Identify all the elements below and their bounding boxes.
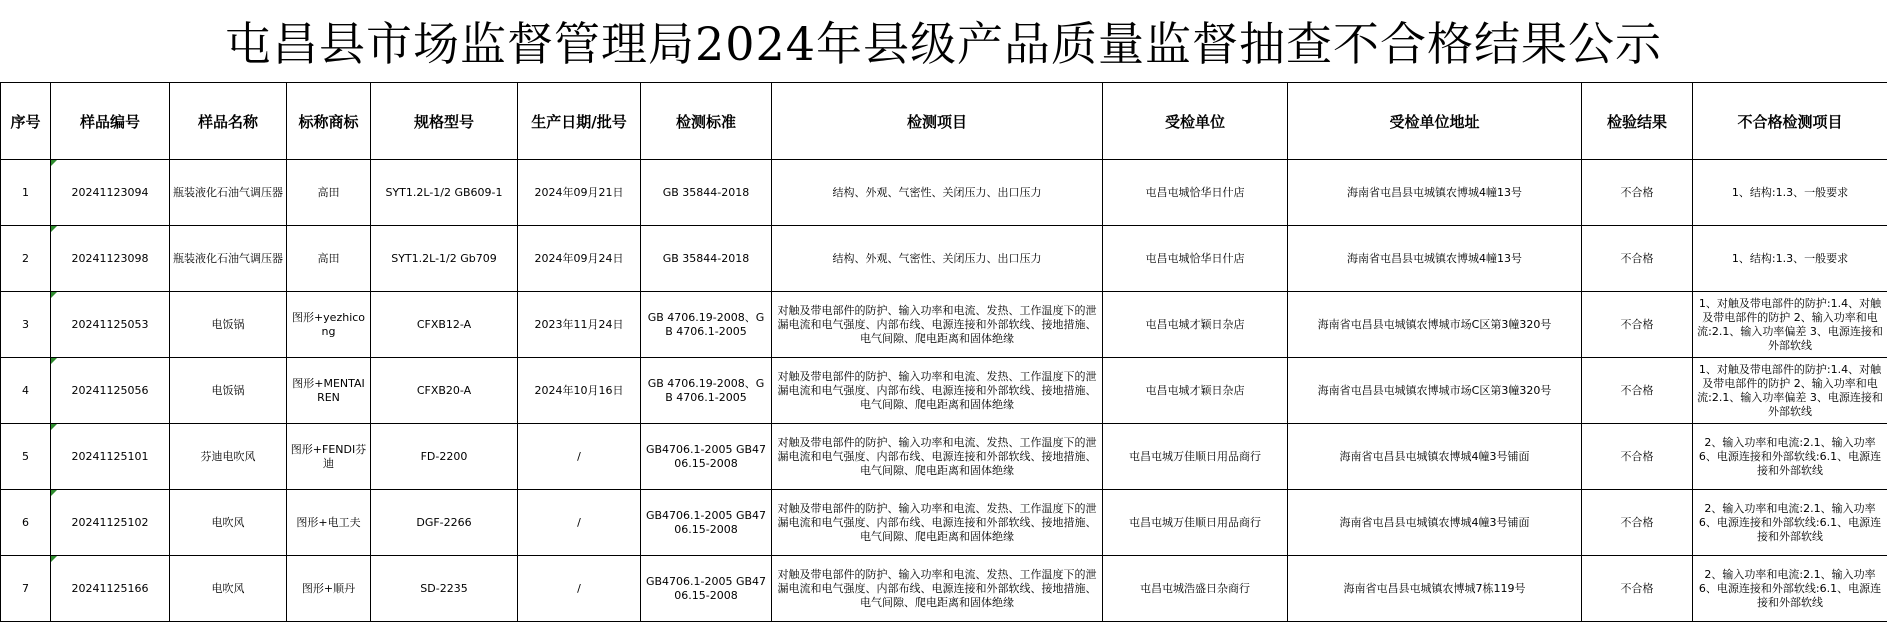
page-title: 屯昌县市场监督管理局2024年县级产品质量监督抽查不合格结果公示 bbox=[224, 17, 1663, 71]
cell-production-date: / bbox=[518, 490, 641, 556]
cell-test-standard: GB4706.1-2005 GB4706.15-2008 bbox=[641, 490, 772, 556]
cell-failed-items bbox=[1693, 490, 1887, 556]
failed-items-text: 2、输入功率和电流:2.1、输入功率6、电源连接和外部软线:6.1、电源连接和外部软线 bbox=[1698, 501, 1882, 543]
cell-model: CFXB12-A bbox=[371, 292, 518, 358]
cell-unit-address: 海南省屯昌县屯城镇农博城市场C区第3幢320号 bbox=[1288, 358, 1582, 424]
cell-result: 不合格 bbox=[1582, 292, 1693, 358]
cell-trademark: 图形+FENDI芬迪 bbox=[287, 424, 371, 490]
cell-result: 不合格 bbox=[1582, 160, 1693, 226]
cell-sample-name: 电吹风 bbox=[170, 490, 287, 556]
cell-trademark: 图形+顺丹 bbox=[287, 556, 371, 622]
cell-unit-address: 海南省屯昌县屯城镇农博城4幢13号 bbox=[1288, 160, 1582, 226]
cell-result: 不合格 bbox=[1582, 424, 1693, 490]
cell-model: DGF-2266 bbox=[371, 490, 518, 556]
cell-sample-id: 20241125053 bbox=[51, 292, 170, 358]
cell-inspected-unit: 屯昌屯城才颖日杂店 bbox=[1103, 292, 1288, 358]
cell-sample-id: 20241125056 bbox=[51, 358, 170, 424]
failed-items-text: 1、对触及带电部件的防护:1.4、对触及带电部件的防护 2、输入功率和电流:2.1、输入功率偏差 3、电源连接和外部软线 bbox=[1697, 296, 1883, 352]
cell-test-standard: GB 4706.19-2008、GB 4706.1-2005 bbox=[641, 292, 772, 358]
col-header-failed-items: 不合格检测项目 bbox=[1693, 83, 1887, 160]
cell-test-standard: GB4706.1-2005 GB4706.15-2008 bbox=[641, 556, 772, 622]
table-row bbox=[1, 292, 1887, 358]
col-header-model: 规格型号 bbox=[371, 83, 518, 160]
cell-test-items: 对触及带电部件的防护、输入功率和电流、发热、工作温度下的泄漏电流和电气强度、内部布线、电源连接和外部软线、接地措施、电气间隙、爬电距离和固体绝缘 bbox=[772, 556, 1103, 622]
cell-failed-items bbox=[1693, 160, 1887, 226]
cell-production-date: / bbox=[518, 424, 641, 490]
cell-model: FD-2200 bbox=[371, 424, 518, 490]
failed-items-text: 1、结构:1.3、一般要求 bbox=[1731, 251, 1849, 265]
cell-unit-address: 海南省屯昌县屯城镇农博城7栋119号 bbox=[1288, 556, 1582, 622]
failed-items-text: 1、对触及带电部件的防护:1.4、对触及带电部件的防护 2、输入功率和电流:2.1、输入功率偏差 3、电源连接和外部软线 bbox=[1697, 362, 1883, 418]
cell-index: 5 bbox=[1, 424, 51, 490]
cell-unit-address: 海南省屯昌县屯城镇农博城4幢3号铺面 bbox=[1288, 424, 1582, 490]
col-header-sample-id: 样品编号 bbox=[51, 83, 170, 160]
cell-model: SYT1.2L-1/2 GB609-1 bbox=[371, 160, 518, 226]
results-table bbox=[0, 82, 1887, 622]
cell-index: 2 bbox=[1, 226, 51, 292]
cell-failed-items bbox=[1693, 556, 1887, 622]
cell-result: 不合格 bbox=[1582, 490, 1693, 556]
cell-production-date: 2023年11月24日 bbox=[518, 292, 641, 358]
cell-inspected-unit: 屯昌屯城浩盛日杂商行 bbox=[1103, 556, 1288, 622]
cell-trademark: 高田 bbox=[287, 160, 371, 226]
cell-production-date: 2024年09月21日 bbox=[518, 160, 641, 226]
cell-test-items: 对触及带电部件的防护、输入功率和电流、发热、工作温度下的泄漏电流和电气强度、内部布线、电源连接和外部软线、接地措施、电气间隙、爬电距离和固体绝缘 bbox=[772, 292, 1103, 358]
cell-sample-name: 芬迪电吹风 bbox=[170, 424, 287, 490]
cell-sample-id: 20241125166 bbox=[51, 556, 170, 622]
cell-inspected-unit: 屯昌屯城万佳顺日用品商行 bbox=[1103, 424, 1288, 490]
col-header-test-standard: 检测标准 bbox=[641, 83, 772, 160]
cell-unit-address: 海南省屯昌县屯城镇农博城4幢13号 bbox=[1288, 226, 1582, 292]
cell-inspected-unit: 屯昌屯城万佳顺日用品商行 bbox=[1103, 490, 1288, 556]
failed-items-text: 2、输入功率和电流:2.1、输入功率6、电源连接和外部软线:6.1、电源连接和外部软线 bbox=[1698, 567, 1882, 609]
cell-test-standard: GB 35844-2018 bbox=[641, 160, 772, 226]
col-header-trademark: 标称商标 bbox=[287, 83, 371, 160]
cell-model: SYT1.2L-1/2 Gb709 bbox=[371, 226, 518, 292]
col-header-inspected-unit: 受检单位 bbox=[1103, 83, 1288, 160]
cell-failed-items bbox=[1693, 358, 1887, 424]
cell-test-standard: GB 4706.19-2008、GB 4706.1-2005 bbox=[641, 358, 772, 424]
cell-trademark: 图形+电工夫 bbox=[287, 490, 371, 556]
cell-sample-id: 20241123094 bbox=[51, 160, 170, 226]
table-row bbox=[1, 226, 1887, 292]
header-row bbox=[1, 83, 1887, 160]
cell-test-items: 结构、外观、气密性、关闭压力、出口压力 bbox=[772, 160, 1103, 226]
cell-sample-name: 电饭锅 bbox=[170, 292, 287, 358]
cell-production-date: / bbox=[518, 556, 641, 622]
cell-failed-items bbox=[1693, 424, 1887, 490]
cell-model: CFXB20-A bbox=[371, 358, 518, 424]
cell-sample-id: 20241125101 bbox=[51, 424, 170, 490]
cell-trademark: 图形+MENTAIREN bbox=[287, 358, 371, 424]
cell-inspected-unit: 屯昌屯城才颖日杂店 bbox=[1103, 358, 1288, 424]
col-header-sample-name: 样品名称 bbox=[170, 83, 287, 160]
cell-test-standard: GB4706.1-2005 GB4706.15-2008 bbox=[641, 424, 772, 490]
table-row bbox=[1, 160, 1887, 226]
failed-items-text: 1、结构:1.3、一般要求 bbox=[1731, 185, 1849, 199]
cell-index: 1 bbox=[1, 160, 51, 226]
cell-test-items: 对触及带电部件的防护、输入功率和电流、发热、工作温度下的泄漏电流和电气强度、内部布线、电源连接和外部软线、接地措施、电气间隙、爬电距离和固体绝缘 bbox=[772, 358, 1103, 424]
cell-test-items: 结构、外观、气密性、关闭压力、出口压力 bbox=[772, 226, 1103, 292]
cell-sample-name: 瓶装液化石油气调压器 bbox=[170, 226, 287, 292]
cell-test-items: 对触及带电部件的防护、输入功率和电流、发热、工作温度下的泄漏电流和电气强度、内部布线、电源连接和外部软线、接地措施、电气间隙、爬电距离和固体绝缘 bbox=[772, 424, 1103, 490]
failed-items-text: 2、输入功率和电流:2.1、输入功率6、电源连接和外部软线:6.1、电源连接和外部软线 bbox=[1698, 435, 1882, 477]
cell-sample-name: 瓶装液化石油气调压器 bbox=[170, 160, 287, 226]
cell-failed-items bbox=[1693, 226, 1887, 292]
cell-sample-name: 电吹风 bbox=[170, 556, 287, 622]
cell-sample-name: 电饭锅 bbox=[170, 358, 287, 424]
cell-unit-address: 海南省屯昌县屯城镇农博城4幢3号铺面 bbox=[1288, 490, 1582, 556]
cell-result: 不合格 bbox=[1582, 358, 1693, 424]
cell-production-date: 2024年09月24日 bbox=[518, 226, 641, 292]
cell-result: 不合格 bbox=[1582, 226, 1693, 292]
cell-result: 不合格 bbox=[1582, 556, 1693, 622]
cell-production-date: 2024年10月16日 bbox=[518, 358, 641, 424]
col-header-test-items: 检测项目 bbox=[772, 83, 1103, 160]
cell-failed-items bbox=[1693, 292, 1887, 358]
col-header-unit-address: 受检单位地址 bbox=[1288, 83, 1582, 160]
table-row bbox=[1, 358, 1887, 424]
cell-index: 3 bbox=[1, 292, 51, 358]
cell-test-items: 对触及带电部件的防护、输入功率和电流、发热、工作温度下的泄漏电流和电气强度、内部布线、电源连接和外部软线、接地措施、电气间隙、爬电距离和固体绝缘 bbox=[772, 490, 1103, 556]
cell-index: 7 bbox=[1, 556, 51, 622]
cell-model: SD-2235 bbox=[371, 556, 518, 622]
cell-test-standard: GB 35844-2018 bbox=[641, 226, 772, 292]
cell-sample-id: 20241123098 bbox=[51, 226, 170, 292]
cell-sample-id: 20241125102 bbox=[51, 490, 170, 556]
col-header-result: 检验结果 bbox=[1582, 83, 1693, 160]
cell-inspected-unit: 屯昌屯城恰华日什店 bbox=[1103, 160, 1288, 226]
cell-index: 4 bbox=[1, 358, 51, 424]
col-header-production-date: 生产日期/批号 bbox=[518, 83, 641, 160]
table-row bbox=[1, 490, 1887, 556]
cell-inspected-unit: 屯昌屯城恰华日什店 bbox=[1103, 226, 1288, 292]
cell-index: 6 bbox=[1, 490, 51, 556]
cell-unit-address: 海南省屯昌县屯城镇农博城市场C区第3幢320号 bbox=[1288, 292, 1582, 358]
cell-trademark: 高田 bbox=[287, 226, 371, 292]
table-row bbox=[1, 424, 1887, 490]
col-header-index: 序号 bbox=[1, 83, 51, 160]
table-row bbox=[1, 556, 1887, 622]
cell-trademark: 图形+yezhicong bbox=[287, 292, 371, 358]
